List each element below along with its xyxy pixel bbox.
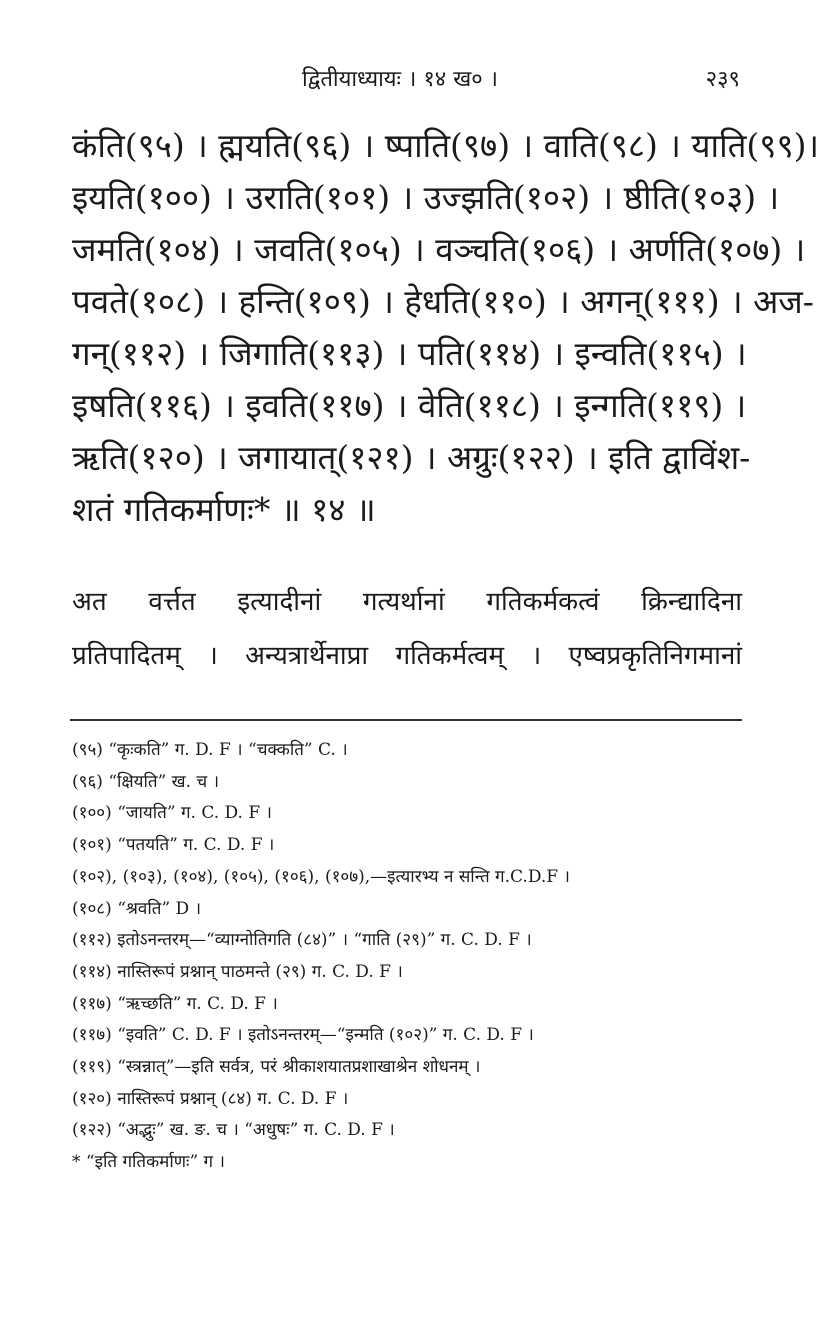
verse-text [72, 120, 819, 536]
footnote: * “इति गतिकर्माणः” ग । [72, 1152, 225, 1173]
footnote: (१०२), (१०३), (१०४), (१०५), (१०६), (१०७),—इत्यारभ्य न सन्ति ग.C.D.F । [72, 866, 570, 887]
verse-line: इषति(११६) । इवति(११७) । वेति(११८) । इन्गति(११९) । [72, 386, 747, 425]
footnote-divider [70, 719, 742, 721]
running-header [60, 62, 740, 98]
commentary-line: अत वर्त्तत इत्यादीनां गत्यर्थानां गतिकर्मकत्वं क्रिन्द्यादिना [72, 587, 742, 617]
commentary-line: प्रतिपादितम् । अन्यत्रार्थेनाप्रा गतिकर्मत्वम् । एष्वप्रकृतिनिगमानां [72, 641, 742, 671]
verse-line: शतं गतिकर्माणः* ॥ १४ ॥ [72, 490, 376, 529]
footnote: (११७) “इवति” C. D. F । इतोऽनन्तरम्—“इन्मति (१०२)” ग. C. D. F । [72, 1025, 534, 1046]
verse-line: पवते(१०८) । हन्ति(१०९) । हेधति(११०) । अगन्(१११) । अज- [72, 282, 814, 321]
footnote: (१०१) “पतयति” ग. C. D. F । [72, 835, 275, 856]
verse-line: गन्(११२) । जिगाति(११३) । पति(११४) । इन्वति(११५) । [72, 334, 747, 373]
verse-line: इयति(१००) । उराति(१०१) । उज्झति(१०२) । ष्ठीति(१०३) । [72, 178, 780, 217]
footnote: (९६) “क्षियति” ख. च । [72, 771, 220, 792]
footnote: (११२) इतोऽनन्तरम्—“व्याग्नोतिगति (८४)” । “गाति (२९)” ग. C. D. F । [72, 930, 532, 951]
footnote: (११४) नास्तिरूपं प्रश्नान् पाठमन्ते (२९) ग. C. D. F । [72, 961, 403, 982]
footnotes [72, 735, 742, 1179]
running-title: द्वितीयाध्यायः । १४ ख० । [302, 67, 498, 92]
verse-line: कंति(९५) । ह्मयति(९६) । ष्पाति(९७) । वाति(९८) । याति(९९)। [72, 126, 819, 165]
page-number: २३९ [705, 67, 740, 92]
footnote: (१००) “जायति” ग. C. D. F । [72, 803, 273, 824]
footnote: (११९) “स्त्रन्नात्”—इति सर्वत्र, परं श्रीकाशयातप्रशाखाश्रेन शोधनम् । [72, 1057, 481, 1078]
commentary-text [72, 575, 742, 683]
verse-line: जमति(१०४) । जवति(१०५) । वञ्चति(१०६) । अर्णति(१०७) । [72, 230, 806, 269]
footnote: (१२२) “अद्भुः” ख. ङ. च । “अधुषः” ग. C. D. F । [72, 1120, 395, 1141]
footnote: (९५) “कृःकति” ग. D. F । “चक्कति” C. । [72, 740, 348, 760]
verse-line: ऋति(१२०) । जगायात्(१२१) । अग्रुः(१२२) । इति द्वाविंश- [72, 438, 751, 477]
footnote: (११७) “ऋच्छति” ग. C. D. F । [72, 993, 278, 1014]
footnote: (१२०) नास्तिरूपं प्रश्नान् (८४) ग. C. D. F । [72, 1088, 349, 1109]
footnote: (१०८) “श्रवति” D । [72, 898, 202, 919]
